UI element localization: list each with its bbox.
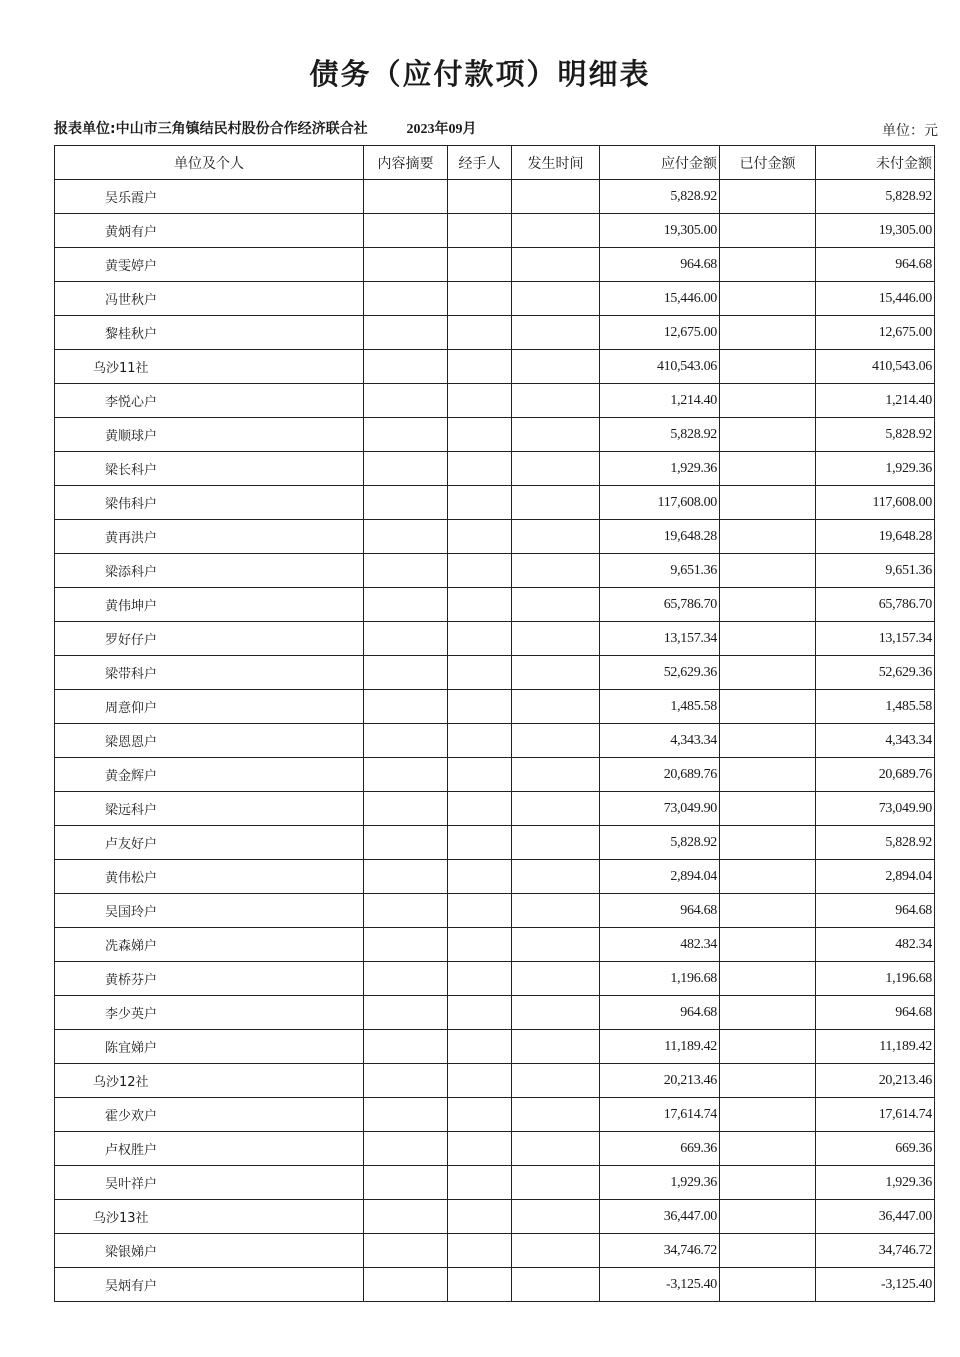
cell-paid [720,350,816,384]
cell-summary [364,690,448,724]
cell-handler [448,928,512,962]
cell-handler [448,656,512,690]
cell-unpaid: 19,305.00 [816,214,935,248]
cell-handler [448,758,512,792]
cell-unpaid: 1,929.36 [816,452,935,486]
cell-summary [364,384,448,418]
cell-time [512,248,600,282]
cell-time [512,180,600,214]
cell-paid [720,1268,816,1302]
cell-summary [364,486,448,520]
cell-paid [720,248,816,282]
cell-unpaid: 36,447.00 [816,1200,935,1234]
table-row [55,1064,935,1098]
cell-summary [364,758,448,792]
cell-unpaid: 4,343.34 [816,724,935,758]
cell-payable: 20,213.46 [600,1064,720,1098]
cell-unpaid: 5,828.92 [816,418,935,452]
cell-name: 吴国玲户 [55,894,364,928]
cell-payable: 4,343.34 [600,724,720,758]
cell-paid [720,1200,816,1234]
cell-payable: 17,614.74 [600,1098,720,1132]
cell-summary [364,316,448,350]
cell-payable: 20,689.76 [600,758,720,792]
cell-paid [720,1234,816,1268]
cell-name: 梁添科户 [55,554,364,588]
cell-name: 黄伟坤户 [55,588,364,622]
cell-time [512,486,600,520]
payables-table [54,145,935,1302]
cell-name: 卢权胜户 [55,1132,364,1166]
table-row [55,690,935,724]
header-payable: 应付金额 [600,146,720,180]
cell-payable: 5,828.92 [600,826,720,860]
table-row [55,962,935,996]
cell-handler [448,554,512,588]
cell-time [512,894,600,928]
cell-handler [448,384,512,418]
cell-summary [364,792,448,826]
cell-time [512,520,600,554]
cell-unpaid: 20,689.76 [816,758,935,792]
report-unit: 报表单位:中山市三角镇结民村股份合作经济联合社 [54,121,368,137]
cell-paid [720,1030,816,1064]
cell-handler [448,1098,512,1132]
cell-unpaid: 15,446.00 [816,282,935,316]
header-name: 单位及个人 [55,146,364,180]
cell-summary [364,656,448,690]
cell-summary [364,1268,448,1302]
cell-paid [720,452,816,486]
cell-summary [364,214,448,248]
cell-handler [448,248,512,282]
cell-time [512,1200,600,1234]
cell-summary [364,520,448,554]
cell-payable: 410,543.06 [600,350,720,384]
cell-handler [448,1030,512,1064]
table-row [55,622,935,656]
cell-payable: 52,629.36 [600,656,720,690]
cell-unpaid: 19,648.28 [816,520,935,554]
currency-unit: 单位：元 [882,123,938,139]
cell-summary [364,1234,448,1268]
table-row [55,486,935,520]
table-row [55,588,935,622]
cell-time [512,214,600,248]
cell-unpaid: -3,125.40 [816,1268,935,1302]
table-header-row [55,146,935,180]
cell-time [512,1064,600,1098]
cell-unpaid: 34,746.72 [816,1234,935,1268]
cell-time [512,928,600,962]
table-row [55,656,935,690]
cell-unpaid: 1,929.36 [816,1166,935,1200]
cell-handler [448,894,512,928]
cell-unpaid: 2,894.04 [816,860,935,894]
cell-name: 黄炳有户 [55,214,364,248]
cell-handler [448,520,512,554]
cell-paid [720,622,816,656]
cell-handler [448,826,512,860]
cell-time [512,384,600,418]
cell-unpaid: 1,214.40 [816,384,935,418]
cell-summary [364,248,448,282]
cell-handler [448,588,512,622]
header-time: 发生时间 [512,146,600,180]
cell-name: 乌沙12社 [55,1064,364,1098]
cell-summary [364,1030,448,1064]
cell-payable: 964.68 [600,248,720,282]
table-row [55,792,935,826]
cell-payable: 117,608.00 [600,486,720,520]
cell-time [512,826,600,860]
cell-payable: 964.68 [600,996,720,1030]
cell-handler [448,1268,512,1302]
cell-paid [720,996,816,1030]
table-row [55,554,935,588]
cell-time [512,656,600,690]
cell-time [512,1098,600,1132]
cell-paid [720,520,816,554]
cell-handler [448,622,512,656]
header-paid: 已付金额 [720,146,816,180]
cell-handler [448,214,512,248]
table-row [55,180,935,214]
cell-handler [448,792,512,826]
cell-name: 乌沙11社 [55,350,364,384]
cell-paid [720,894,816,928]
cell-payable: 73,049.90 [600,792,720,826]
cell-handler [448,1132,512,1166]
cell-unpaid: 12,675.00 [816,316,935,350]
cell-time [512,1132,600,1166]
cell-paid [720,418,816,452]
cell-unpaid: 13,157.34 [816,622,935,656]
cell-handler [448,316,512,350]
cell-payable: 13,157.34 [600,622,720,656]
cell-paid [720,1098,816,1132]
cell-name: 霍少欢户 [55,1098,364,1132]
cell-time [512,1234,600,1268]
header-summary: 内容摘要 [364,146,448,180]
cell-handler [448,1200,512,1234]
cell-paid [720,180,816,214]
cell-name: 梁远科户 [55,792,364,826]
cell-unpaid: 52,629.36 [816,656,935,690]
cell-unpaid: 964.68 [816,996,935,1030]
table-row [55,452,935,486]
cell-handler [448,690,512,724]
cell-name: 罗好仔户 [55,622,364,656]
cell-payable: 1,214.40 [600,384,720,418]
cell-payable: 1,929.36 [600,452,720,486]
table-row [55,520,935,554]
cell-summary [364,996,448,1030]
cell-unpaid: 65,786.70 [816,588,935,622]
cell-unpaid: 11,189.42 [816,1030,935,1064]
cell-name: 黄金辉户 [55,758,364,792]
cell-handler [448,350,512,384]
cell-paid [720,826,816,860]
cell-handler [448,180,512,214]
cell-handler [448,418,512,452]
cell-time [512,1030,600,1064]
cell-summary [364,860,448,894]
cell-payable: 65,786.70 [600,588,720,622]
cell-name: 黎桂秋户 [55,316,364,350]
table-row [55,826,935,860]
cell-summary [364,1064,448,1098]
cell-paid [720,316,816,350]
table-row [55,1166,935,1200]
cell-unpaid: 964.68 [816,894,935,928]
cell-unpaid: 964.68 [816,248,935,282]
table-row [55,350,935,384]
table-row [55,384,935,418]
cell-paid [720,384,816,418]
cell-paid [720,724,816,758]
cell-unpaid: 20,213.46 [816,1064,935,1098]
cell-time [512,282,600,316]
page-title: 债务（应付款项）明细表 [309,57,651,91]
cell-payable: 19,305.00 [600,214,720,248]
table-row [55,248,935,282]
cell-summary [364,1166,448,1200]
cell-payable: 9,651.36 [600,554,720,588]
cell-paid [720,962,816,996]
table-row [55,860,935,894]
cell-handler [448,962,512,996]
cell-summary [364,282,448,316]
cell-handler [448,282,512,316]
cell-name: 周意仰户 [55,690,364,724]
table-row [55,1030,935,1064]
cell-summary [364,1098,448,1132]
cell-summary [364,962,448,996]
cell-paid [720,792,816,826]
cell-name: 梁银娣户 [55,1234,364,1268]
cell-paid [720,656,816,690]
cell-paid [720,690,816,724]
cell-time [512,758,600,792]
cell-time [512,452,600,486]
cell-payable: 1,929.36 [600,1166,720,1200]
cell-time [512,1268,600,1302]
cell-time [512,622,600,656]
cell-paid [720,1166,816,1200]
cell-handler [448,452,512,486]
cell-summary [364,180,448,214]
cell-time [512,1166,600,1200]
cell-payable: 2,894.04 [600,860,720,894]
cell-summary [364,724,448,758]
cell-summary [364,622,448,656]
cell-time [512,350,600,384]
cell-paid [720,282,816,316]
cell-name: 乌沙13社 [55,1200,364,1234]
cell-time [512,860,600,894]
cell-name: 梁带科户 [55,656,364,690]
cell-payable: 19,648.28 [600,520,720,554]
cell-payable: 669.36 [600,1132,720,1166]
cell-time [512,316,600,350]
cell-time [512,418,600,452]
cell-summary [364,928,448,962]
table-row [55,316,935,350]
cell-handler [448,1064,512,1098]
cell-paid [720,214,816,248]
cell-name: 李少英户 [55,996,364,1030]
cell-unpaid: 73,049.90 [816,792,935,826]
cell-name: 梁伟科户 [55,486,364,520]
table-row [55,1098,935,1132]
cell-paid [720,1064,816,1098]
cell-name: 梁长科户 [55,452,364,486]
cell-name: 吴炳有户 [55,1268,364,1302]
cell-paid [720,588,816,622]
cell-summary [364,1200,448,1234]
cell-handler [448,1166,512,1200]
cell-name: 吴叶祥户 [55,1166,364,1200]
cell-name: 黄雯婷户 [55,248,364,282]
cell-summary [364,894,448,928]
cell-unpaid: 482.34 [816,928,935,962]
table-row [55,418,935,452]
cell-time [512,962,600,996]
cell-payable: 1,485.58 [600,690,720,724]
table-row [55,894,935,928]
cell-payable: -3,125.40 [600,1268,720,1302]
table-row [55,1132,935,1166]
cell-handler [448,724,512,758]
table-row [55,928,935,962]
cell-time [512,588,600,622]
cell-time [512,690,600,724]
cell-time [512,554,600,588]
cell-payable: 11,189.42 [600,1030,720,1064]
cell-payable: 964.68 [600,894,720,928]
cell-handler [448,860,512,894]
table-row [55,1268,935,1302]
cell-payable: 36,447.00 [600,1200,720,1234]
cell-payable: 15,446.00 [600,282,720,316]
cell-unpaid: 9,651.36 [816,554,935,588]
cell-handler [448,996,512,1030]
cell-unpaid: 5,828.92 [816,826,935,860]
cell-summary [364,826,448,860]
cell-summary [364,1132,448,1166]
cell-paid [720,928,816,962]
header-handler: 经手人 [448,146,512,180]
cell-name: 梁恩恩户 [55,724,364,758]
cell-unpaid: 117,608.00 [816,486,935,520]
cell-summary [364,418,448,452]
cell-paid [720,860,816,894]
table-row [55,758,935,792]
report-period: 2023年09月 [406,122,477,137]
table-row [55,282,935,316]
cell-name: 黄伟松户 [55,860,364,894]
cell-name: 陈宜娣户 [55,1030,364,1064]
cell-paid [720,486,816,520]
cell-name: 吴乐霞户 [55,180,364,214]
cell-unpaid: 1,196.68 [816,962,935,996]
cell-name: 冯世秋户 [55,282,364,316]
table-row [55,724,935,758]
cell-payable: 34,746.72 [600,1234,720,1268]
header-unpaid: 未付金额 [816,146,935,180]
cell-paid [720,1132,816,1166]
cell-payable: 5,828.92 [600,418,720,452]
cell-payable: 1,196.68 [600,962,720,996]
cell-time [512,724,600,758]
cell-unpaid: 17,614.74 [816,1098,935,1132]
cell-name: 黄再洪户 [55,520,364,554]
cell-payable: 12,675.00 [600,316,720,350]
cell-unpaid: 1,485.58 [816,690,935,724]
cell-name: 黄桥芬户 [55,962,364,996]
cell-handler [448,1234,512,1268]
cell-time [512,792,600,826]
table-row [55,214,935,248]
cell-paid [720,554,816,588]
cell-name: 冼森娣户 [55,928,364,962]
cell-unpaid: 5,828.92 [816,180,935,214]
cell-payable: 482.34 [600,928,720,962]
cell-unpaid: 669.36 [816,1132,935,1166]
cell-name: 李悦心户 [55,384,364,418]
cell-name: 卢友好户 [55,826,364,860]
table-row [55,996,935,1030]
cell-summary [364,588,448,622]
cell-time [512,996,600,1030]
table-row [55,1200,935,1234]
table-row [55,1234,935,1268]
cell-unpaid: 410,543.06 [816,350,935,384]
cell-summary [364,350,448,384]
cell-summary [364,452,448,486]
cell-handler [448,486,512,520]
report-meta [54,118,476,138]
cell-payable: 5,828.92 [600,180,720,214]
cell-name: 黄顺球户 [55,418,364,452]
cell-paid [720,758,816,792]
cell-summary [364,554,448,588]
